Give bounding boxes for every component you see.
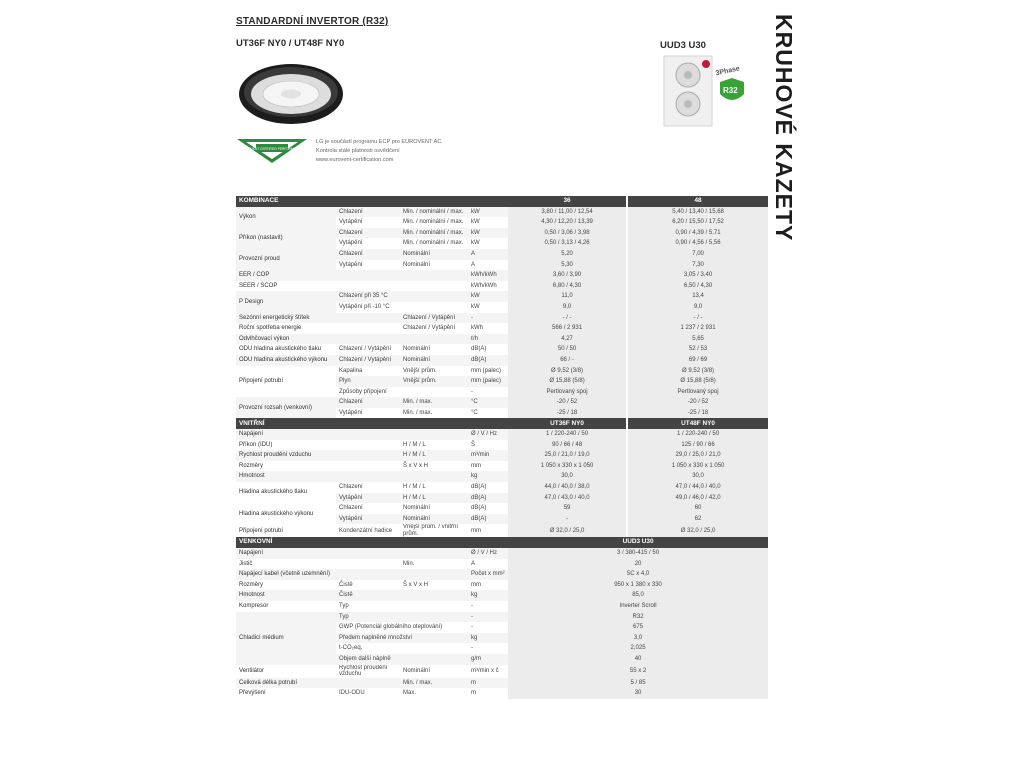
row-label: Napájení <box>236 429 468 440</box>
cell-value: 55 x 2 <box>508 665 768 678</box>
row-unit: m³/min x č <box>471 667 499 674</box>
row-condition: Min. <box>403 560 415 567</box>
row-unit: mm <box>471 462 481 469</box>
row-sublabel: IDU-ODU <box>339 690 365 697</box>
row-unit: mm (palec) <box>471 367 502 374</box>
row-label: Převýšení <box>239 690 266 697</box>
row-sublabel: Vytápění <box>336 514 400 525</box>
row-condition: Nominální <box>400 249 468 260</box>
row-label: EER / COP <box>236 270 468 281</box>
cell-value: Pertlovaný spoj <box>628 387 768 398</box>
cell-value: 1 050 x 330 x 1 050 <box>508 461 626 472</box>
table-row <box>236 590 768 601</box>
cassette-unit-image <box>236 56 346 126</box>
row-condition: Š x V x H <box>403 462 429 469</box>
row-sublabel: Chlazení <box>336 249 400 260</box>
r32-badge: R32 <box>723 86 738 95</box>
row-sublabel: Objem další náplně <box>336 654 468 665</box>
section-header-vnitrni <box>236 418 768 429</box>
cell-value: R32 <box>508 612 768 623</box>
table-row <box>236 482 768 493</box>
cell-value: 30,0 <box>508 471 626 482</box>
cell-value: 566 / 2 931 <box>508 323 626 334</box>
section-title: VENKOVNÍ <box>236 537 508 548</box>
row-unit: kg <box>468 633 508 644</box>
row-unit: m³/min <box>468 450 508 461</box>
row-unit: - <box>471 645 473 652</box>
cell-value: Ø 9,52 (3/8) <box>508 366 626 377</box>
cell-value: 5 / 85 <box>508 678 768 689</box>
row-unit: mm <box>471 527 481 534</box>
cell-value: 5,30 <box>508 260 626 271</box>
table-row <box>236 524 768 537</box>
row-condition: H / M / L <box>403 441 426 448</box>
row-unit: m <box>471 690 476 697</box>
row-condition: Nominální <box>400 514 468 525</box>
cell-value: 4,30 / 12,20 / 13,39 <box>508 217 626 228</box>
cell-value: - / - <box>628 313 768 324</box>
cell-value: 3,05 / 3,40 <box>628 270 768 281</box>
row-unit: - <box>471 388 473 395</box>
cell-value: 20 <box>508 559 768 570</box>
cell-value: Ø 15,88 (5/8) <box>508 376 626 387</box>
row-sublabel: Vytápění při -10 °C <box>339 303 390 310</box>
cell-value: 4,27 <box>508 334 626 345</box>
row-unit: kW <box>468 207 508 218</box>
row-sublabel: Chlazení / Vytápění <box>336 355 400 366</box>
row-unit: Š <box>471 441 476 448</box>
cell-value: 50 / 50 <box>508 344 626 355</box>
eurovent-line: LG je součástí programu ECP pro EUROVENT AC. <box>316 139 443 145</box>
cell-value: 1 050 x 330 x 1 050 <box>628 461 768 472</box>
row-condition: Nominální <box>400 355 468 366</box>
row-condition: H / M / L <box>403 484 426 491</box>
table-row <box>236 580 768 591</box>
row-sublabel: Čistě <box>336 590 468 601</box>
eurovent-logo-text: EUROVENT CERTIFIED PERFORMANCE <box>241 147 303 151</box>
row-label: Kompresor <box>239 603 269 610</box>
cell-value: 52 / 53 <box>628 344 768 355</box>
row-sublabel: Chlazení <box>339 484 363 491</box>
row-unit: dB(A) <box>471 346 487 353</box>
row-unit: kg <box>468 590 508 601</box>
row-unit: - <box>468 313 508 324</box>
table-row <box>236 270 768 281</box>
row-sublabel: Předem naplněné množství <box>336 633 468 644</box>
row-label: Příkon (nastavit) <box>236 228 336 249</box>
row-unit: - <box>471 624 473 631</box>
table-row <box>236 281 768 292</box>
row-unit: A <box>471 261 476 268</box>
row-label: Jistič <box>239 560 253 567</box>
cell-value: -20 / 52 <box>628 397 768 408</box>
cell-value: Ø 32,0 / 25,0 <box>628 524 768 537</box>
row-sublabel: Typ <box>339 603 349 610</box>
indoor-models: UT36F NY0 / UT48F NY0 <box>236 38 345 49</box>
row-unit: dB(A) <box>471 484 487 491</box>
table-row <box>236 569 768 580</box>
cell-value: Pertlovaný spoj <box>508 387 626 398</box>
row-condition: Vnější prům. <box>403 367 437 374</box>
row-label: Provozní proud <box>236 249 336 270</box>
row-label: Napájecí kabel (včetně uzemnění) <box>236 569 468 580</box>
cell-value: 90 / 66 / 48 <box>508 440 626 451</box>
row-unit: m <box>468 678 508 689</box>
row-unit: mm <box>471 581 481 588</box>
cell-value: - <box>508 514 626 525</box>
row-condition: Max. <box>403 690 417 697</box>
row-unit: kW <box>471 219 480 226</box>
cell-value: 9,0 <box>628 302 768 313</box>
table-row <box>236 461 768 472</box>
cell-value: 11,0 <box>508 291 626 302</box>
table-row <box>236 397 768 408</box>
row-label: SEER / SCOP <box>239 282 278 289</box>
series-title: STANDARDNÍ INVERTOR (R32) <box>236 16 389 27</box>
row-sublabel: Chlazení <box>336 228 400 239</box>
row-label: P Design <box>236 291 336 312</box>
cell-value: 5,65 <box>628 334 768 345</box>
table-row <box>236 665 768 678</box>
cell-value: 3 / 380-415 / 50 <box>508 548 768 559</box>
row-condition: Nominální <box>403 505 431 512</box>
row-unit: - <box>468 612 508 623</box>
cell-value: 1 / 220-240 / 50 <box>628 429 768 440</box>
row-unit: - <box>471 603 473 610</box>
table-row <box>236 471 768 482</box>
row-label: Napájení <box>236 548 468 559</box>
row-label: Připojení potrubí <box>239 527 284 534</box>
cell-value: 0,50 / 3,13 / 4,26 <box>508 238 626 249</box>
row-unit: Počet x mm² <box>468 569 508 580</box>
cell-value: Inverter Scroll <box>508 601 768 612</box>
cell-value: 3,80 / 11,00 / 12,54 <box>508 207 626 218</box>
table-row <box>236 313 768 324</box>
row-sublabel: Chlazení <box>339 505 363 512</box>
row-condition: Min. / max. <box>403 409 433 416</box>
row-label: ODU hladina akustického tlaku <box>239 346 322 353</box>
table-row <box>236 601 768 612</box>
row-label: Celková délka potrubí <box>236 678 400 689</box>
row-label: Výkon <box>236 207 336 228</box>
row-label: Sezónní energetický štítek <box>236 313 400 324</box>
row-condition: Min. / nominální / max. <box>403 219 464 226</box>
column-header: UT48F NY0 <box>628 418 768 429</box>
row-sublabel: Chlazení <box>336 397 400 408</box>
outdoor-model: UUD3 U30 <box>660 40 706 51</box>
section-header-venkovni <box>236 537 768 548</box>
table-row <box>236 291 768 302</box>
row-label: Rychlost proudění vzduchu <box>236 450 400 461</box>
row-condition: Nominální <box>403 667 431 674</box>
cell-value: 69 / 69 <box>628 355 768 366</box>
phase-badge: 3Phase <box>715 65 741 78</box>
row-unit: dB(A) <box>468 493 508 504</box>
column-header: UT36F NY0 <box>508 418 626 429</box>
row-unit: kW <box>471 303 480 310</box>
row-label: Chladicí médium <box>236 612 336 665</box>
row-unit: kWh/kWh <box>468 270 508 281</box>
cell-value: 3,0 <box>508 633 768 644</box>
column-header: UUD3 U30 <box>508 537 768 548</box>
cell-value: 47,0 / 43,0 / 40,0 <box>508 493 626 504</box>
row-sublabel: Typ <box>336 612 468 623</box>
row-unit: kW <box>468 228 508 239</box>
cell-value: 5,20 <box>508 249 626 260</box>
row-unit: dB(A) <box>468 514 508 525</box>
row-condition: Chlazení / Vytápění <box>400 313 468 324</box>
section-header-kombinace <box>236 196 768 207</box>
cell-value: 66 / - <box>508 355 626 366</box>
cell-value: 59 <box>508 503 626 514</box>
table-row <box>236 334 768 345</box>
row-sublabel: GWP (Potenciál globálního oteplování) <box>339 624 443 631</box>
eurovent-line: www.eurovent-certification.com <box>316 157 394 163</box>
row-sublabel: Vytápění <box>336 493 400 504</box>
cell-value: 5,40 / 13,40 / 15,68 <box>628 207 768 218</box>
cell-value: Ø 15,88 (5/8) <box>628 376 768 387</box>
cell-value: 6,20 / 15,50 / 17,52 <box>628 217 768 228</box>
row-sublabel: Kondenzátní hadice <box>339 527 393 534</box>
table-row <box>236 207 768 218</box>
cell-value: 0,90 / 4,56 / 5,56 <box>628 238 768 249</box>
row-sublabel: Vytápění <box>339 261 363 268</box>
cell-value: 44,0 / 40,0 / 38,0 <box>508 482 626 493</box>
section-title: KOMBINACE <box>236 196 508 207</box>
table-row <box>236 249 768 260</box>
row-condition: Min. / nominální / max. <box>400 228 468 239</box>
row-condition: Min. / nominální / max. <box>400 207 468 218</box>
row-unit: kWh <box>471 325 483 332</box>
row-unit: mm (palec) <box>468 376 508 387</box>
row-sublabel: t-CO₂eq. <box>339 645 363 652</box>
row-unit: kWh/kWh <box>471 282 497 289</box>
row-sublabel: Vytápění <box>339 409 363 416</box>
cell-value: 25,0 / 21,0 / 19,0 <box>508 450 626 461</box>
row-label: Odvlhčovací výkon <box>236 334 468 345</box>
row-label: Hmotnost <box>236 471 468 482</box>
table-row <box>236 503 768 514</box>
outdoor-unit-image <box>662 54 752 128</box>
table-row <box>236 429 768 440</box>
row-unit: kW <box>471 240 480 247</box>
cell-value: 950 x 1 380 x 330 <box>508 580 768 591</box>
row-label: Roční spotřeba energie <box>239 325 302 332</box>
cell-value: 1 237 / 2 931 <box>628 323 768 334</box>
cell-value: 3,60 / 3,90 <box>508 270 626 281</box>
cell-value: 85,0 <box>508 590 768 601</box>
row-sublabel: Způsoby připojení <box>339 388 387 395</box>
row-unit: ℓ/h <box>468 334 508 345</box>
row-sublabel: Chlazení při 35 °C <box>336 291 468 302</box>
cell-value: 0,90 / 4,39 / 5,71 <box>628 228 768 239</box>
row-label: Hmotnost <box>236 590 336 601</box>
row-label: Příkon (IDU) <box>239 441 273 448</box>
row-label: Ventilátor <box>239 667 265 674</box>
row-sublabel: Vytápění <box>339 219 363 226</box>
cell-value: 7,00 <box>628 249 768 260</box>
cell-value: 9,0 <box>508 302 626 313</box>
row-unit: A <box>468 249 508 260</box>
table-row <box>236 559 768 570</box>
row-condition: Nominální <box>403 346 431 353</box>
table-row <box>236 344 768 355</box>
cell-value: 0,50 / 3,06 / 3,98 <box>508 228 626 239</box>
row-sublabel: Rychlost proudění vzduchu <box>339 664 388 678</box>
column-header: 36 <box>508 196 626 207</box>
table-row <box>236 228 768 239</box>
cell-value: Ø 9,52 (3/8) <box>628 366 768 377</box>
side-title: KRUHOVÉ KAZETY <box>771 14 797 242</box>
row-sublabel: Vytápění <box>339 240 363 247</box>
row-sublabel: Čistě <box>339 581 353 588</box>
table-row <box>236 366 768 377</box>
row-label: Hladina akustického tlaku <box>239 489 308 496</box>
cell-value: 49,0 / 46,0 / 42,0 <box>628 493 768 504</box>
cell-value: Ø 32,0 / 25,0 <box>508 524 626 537</box>
row-unit: kW <box>468 291 508 302</box>
table-row <box>236 678 768 689</box>
row-label: Připojení potrubí <box>239 378 284 385</box>
row-condition: Min. / nominální / max. <box>403 240 464 247</box>
cell-value: 62 <box>628 514 768 525</box>
cell-value: 30,0 <box>628 471 768 482</box>
cell-value: -25 / 18 <box>508 408 626 419</box>
row-unit: kg <box>468 471 508 482</box>
row-sublabel: Chlazení / Vytápění <box>339 346 392 353</box>
cell-value: 60 <box>628 503 768 514</box>
row-unit: °C <box>468 397 508 408</box>
spec-table <box>236 196 768 699</box>
row-unit: Ø / V / Hz <box>468 429 508 440</box>
cell-value: 13,4 <box>628 291 768 302</box>
cell-value: 5C x 4,0 <box>508 569 768 580</box>
row-condition: Vnější prům. / vnitřní prům. <box>403 524 459 537</box>
cell-value: 47,0 / 44,0 / 40,0 <box>628 482 768 493</box>
cell-value: 2,025 <box>508 643 768 654</box>
eurovent-logo <box>236 138 308 164</box>
row-unit: Ø / V / Hz <box>468 548 508 559</box>
row-condition: Min. / max. <box>400 397 468 408</box>
table-row <box>236 688 768 699</box>
cell-value: 29,0 / 25,0 / 21,0 <box>628 450 768 461</box>
row-condition: Min. / max. <box>400 678 468 689</box>
row-sublabel: Kapalina <box>339 367 363 374</box>
table-row <box>236 355 768 366</box>
eurovent-note <box>316 138 443 165</box>
row-unit: dB(A) <box>468 355 508 366</box>
row-sublabel: Plyn <box>336 376 400 387</box>
row-condition: Š x V x H <box>403 581 429 588</box>
eurovent-line: Kontrola stálé platnosti osvědčení <box>316 148 400 154</box>
table-row <box>236 440 768 451</box>
cell-value: 675 <box>508 622 768 633</box>
cell-value: 1 / 220-240 / 50 <box>508 429 626 440</box>
row-unit: dB(A) <box>471 505 487 512</box>
row-unit: A <box>471 560 476 567</box>
table-row <box>236 450 768 461</box>
row-label: Rozměry <box>239 462 264 469</box>
cell-value: 40 <box>508 654 768 665</box>
cell-value: -25 / 18 <box>628 408 768 419</box>
table-row <box>236 548 768 559</box>
cell-value: -20 / 52 <box>508 397 626 408</box>
row-condition: Vnější prům. <box>400 376 468 387</box>
column-header: 48 <box>628 196 768 207</box>
cell-value: 6,80 / 4,30 <box>508 281 626 292</box>
section-title: VNITŘNÍ <box>236 418 508 429</box>
row-label: Rozměry <box>239 581 264 588</box>
cell-value: 30 <box>508 688 768 699</box>
table-row <box>236 612 768 623</box>
row-condition: Nominální <box>403 261 431 268</box>
row-label: Hladina akustického výkonu <box>239 510 314 517</box>
row-condition: Chlazení / Vytápění <box>403 325 456 332</box>
row-label: ODU hladina akustického výkonu <box>236 355 336 366</box>
cell-value: 6,50 / 4,30 <box>628 281 768 292</box>
row-condition: H / M / L <box>400 493 468 504</box>
cell-value: 125 / 90 / 66 <box>628 440 768 451</box>
cell-value: 7,30 <box>628 260 768 271</box>
row-unit: g/m <box>468 654 508 665</box>
row-unit: °C <box>471 409 478 416</box>
row-condition: H / M / L <box>400 450 468 461</box>
cell-value: - / - <box>508 313 626 324</box>
row-label: Provozní rozsah (venkovní) <box>236 397 336 418</box>
table-row <box>236 323 768 334</box>
row-sublabel: Chlazení <box>336 207 400 218</box>
